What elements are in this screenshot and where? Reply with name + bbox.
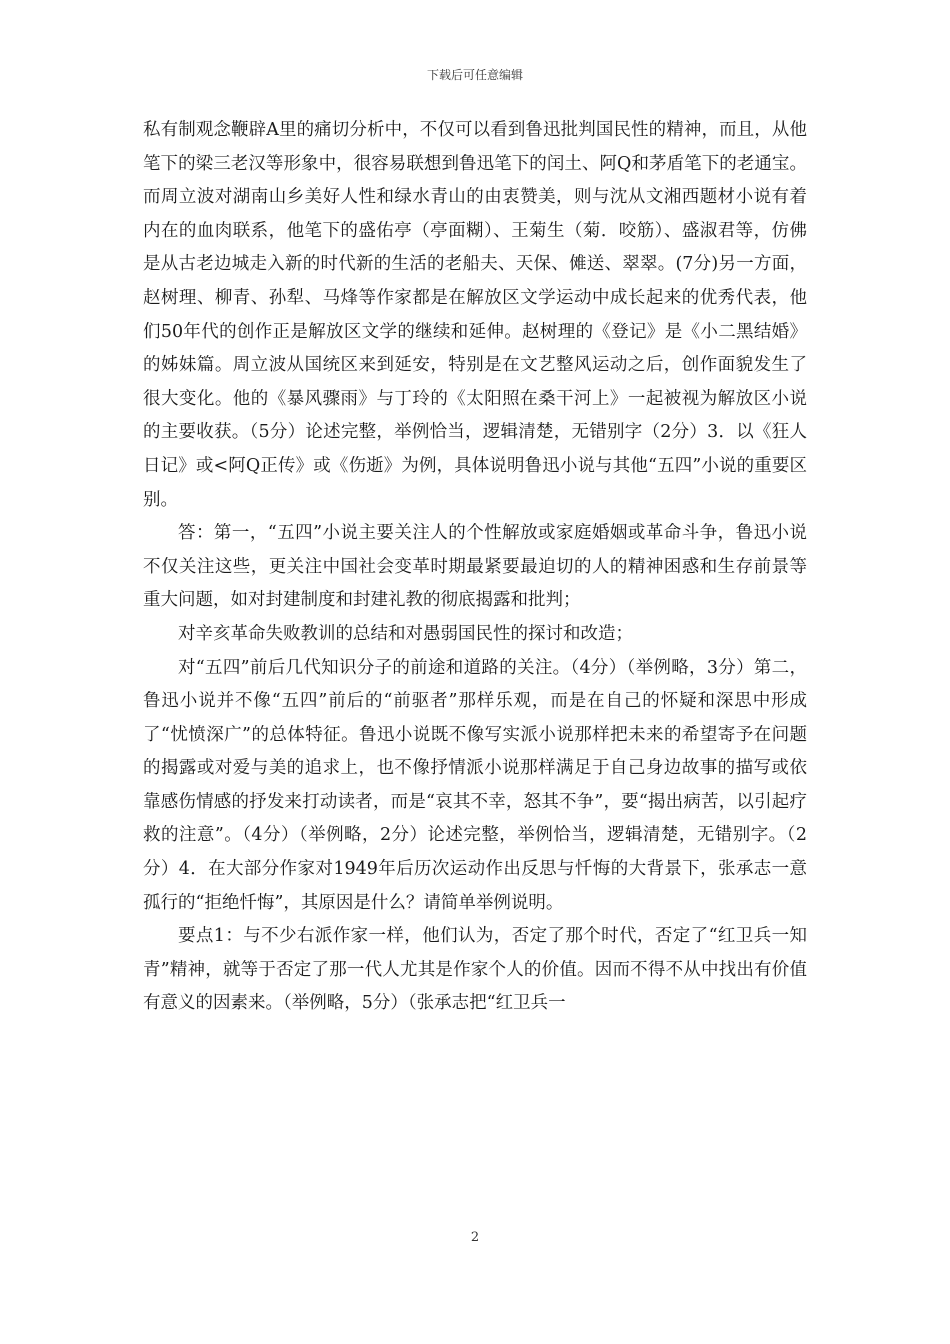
paragraph-2: 答：第一，“五四”小说主要关注人的个性解放或家庭婚姻或革命斗争，鲁迅小说不仅关注这些，更关注中国社会变革时期最紧要最迫切的人的精神困惑和生存前景等重大问题，如对封建制度和封建礼教的彻底揭露和批判； xyxy=(143,523,807,611)
page-header: 下载后可任意编辑 xyxy=(426,68,523,82)
paragraph-3: 对辛亥革命失败教训的总结和对愚弱国民性的探讨和改造； xyxy=(178,623,633,644)
document-body xyxy=(143,114,807,1021)
page-number: 2 xyxy=(470,1230,480,1245)
paragraph-5: 要点1：与不少右派作家一样，他们认为，否定了那个时代，否定了“红卫兵一知青”精神，就等于否定了那一代人尤其是作家个人的价值。因而不得不从中找出有价值有意义的因素来。（举例略，5分）（张承志把“红卫兵一 xyxy=(143,926,807,1014)
paragraph-1: 私有制观念鞭辟A里的痛切分析中，不仅可以看到鲁迅批判国民性的精神，而且，从他笔下的梁三老汉等形象中，很容易联想到鲁迅笔下的闰土、阿Q和茅盾笔下的老通宝。而周立波对湖南山乡美好人性和绿水青山的由衷赞美，则与沈从文湘西题材小说有着内在的血肉联系，他笔下的盛佑亭（亭面糊）、王菊生（菊．咬筋）、盛淑君等，仿佛是从古老边城走入新的时代新的生活的老船夫、天保、傩送、翠翠。(7分)另一方面，赵树理、柳青、孙犁、马烽等作家都是在解放区文学运动中成长起来的优秀代表，他们50年代的创作正是解放区文学的继续和延伸。赵树理的《登记》是《小二黑结婚》的姊妹篇。周立波从国统区来到延安，特别是在文艺整风运动之后，创作面貌发生了很大变化。他的《暴风骤雨》与丁玲的《太阳照在桑干河上》一起被视为解放区小说的主要收获。（5分）论述完整，举例恰当，逻辑清楚，无错别字（2分）3．以《狂人日记》或<阿Q正传》或《伤逝》为例，具体说明鲁迅小说与其他“五四”小说的重要区别。 xyxy=(143,120,807,510)
paragraph-4: 对“五四”前后几代知识分子的前途和道路的关注。（4分）（举例略，3分）第二，鲁迅小说并不像“五四”前后的“前驱者”那样乐观，而是在自己的怀疑和深思中形成了“忧愤深广”的总体特征。鲁迅小说既不像写实派小说那样把未来的希望寄予在问题的揭露或对爱与美的追求上，也不像抒情派小说那样满足于自己身边故事的描写或依靠感伤情感的抒发来打动读者，而是“哀其不幸，怒其不争”，要“揭出病苦，以引起疗救的注意”。（4分）（举例略，2分）论述完整，举例恰当，逻辑清楚，无错别字。（2分）4．在大部分作家对1949年后历次运动作出反思与忏悔的大背景下，张承志一意孤行的“拒绝忏悔”，其原因是什么？请简单举例说明。 xyxy=(143,657,807,913)
